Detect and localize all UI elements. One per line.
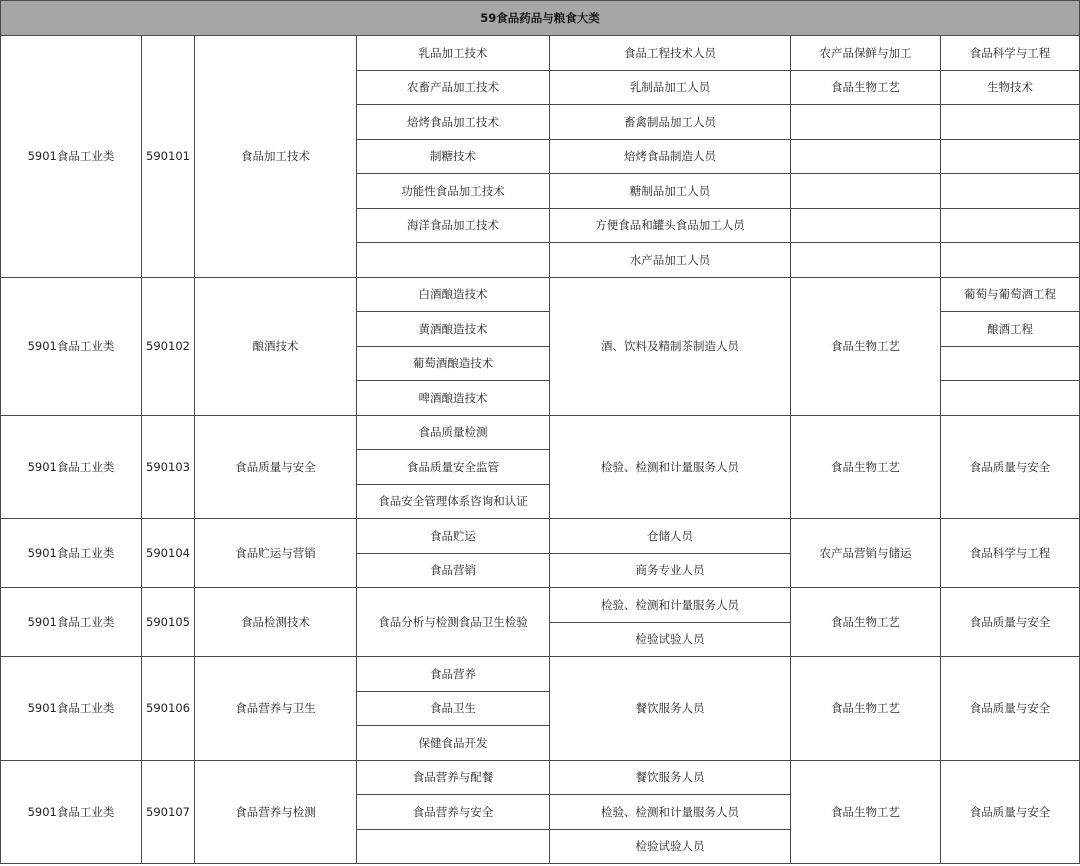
direction-cell: 保健食品开发 <box>357 726 550 761</box>
direction-cell: 食品质量检测 <box>357 415 550 450</box>
occupation-cell: 检验、检测和计量服务人员 <box>550 795 791 830</box>
related-major-cell: 食品生物工艺 <box>791 277 941 415</box>
occupation-cell: 检验、检测和计量服务人员 <box>550 415 791 519</box>
continuing-major-cell: 食品质量与安全 <box>941 760 1080 864</box>
table-row <box>1 36 1080 71</box>
direction-cell: 海洋食品加工技术 <box>357 208 550 243</box>
code-cell: 590101 <box>142 36 195 278</box>
code-cell: 590103 <box>142 415 195 519</box>
occupation-cell: 糖制品加工人员 <box>550 174 791 209</box>
related-major-cell <box>791 208 941 243</box>
table-row <box>1 415 1080 450</box>
direction-cell: 食品分析与检测食品卫生检验 <box>357 588 550 657</box>
continuing-major-cell: 食品质量与安全 <box>941 415 1080 519</box>
table-row <box>1 760 1080 795</box>
occupation-cell: 商务专业人员 <box>550 553 791 588</box>
category-cell: 5901食品工业类 <box>1 519 142 588</box>
major-cell: 食品质量与安全 <box>195 415 357 519</box>
continuing-major-cell: 食品科学与工程 <box>941 519 1080 588</box>
major-cell: 食品贮运与营销 <box>195 519 357 588</box>
code-cell: 590105 <box>142 588 195 657</box>
continuing-major-cell: 酿酒工程 <box>941 312 1080 347</box>
table-row <box>1 277 1080 312</box>
continuing-major-cell <box>941 105 1080 140</box>
occupation-cell: 焙烤食品制造人员 <box>550 139 791 174</box>
related-major-cell: 食品生物工艺 <box>791 70 941 105</box>
related-major-cell: 食品生物工艺 <box>791 760 941 864</box>
continuing-major-cell <box>941 174 1080 209</box>
direction-cell: 啤酒酿造技术 <box>357 381 550 416</box>
related-major-cell: 食品生物工艺 <box>791 657 941 761</box>
category-cell: 5901食品工业类 <box>1 657 142 761</box>
direction-cell: 葡萄酒酿造技术 <box>357 346 550 381</box>
direction-cell: 白酒酿造技术 <box>357 277 550 312</box>
occupation-cell: 畜禽制品加工人员 <box>550 105 791 140</box>
major-cell: 食品检测技术 <box>195 588 357 657</box>
table-row <box>1 588 1080 623</box>
related-major-cell: 农产品保鲜与加工 <box>791 36 941 71</box>
major-cell: 食品营养与检测 <box>195 760 357 864</box>
direction-cell: 功能性食品加工技术 <box>357 174 550 209</box>
continuing-major-cell <box>941 243 1080 278</box>
continuing-major-cell: 食品科学与工程 <box>941 36 1080 71</box>
related-major-cell <box>791 105 941 140</box>
direction-cell: 食品卫生 <box>357 691 550 726</box>
related-major-cell: 食品生物工艺 <box>791 588 941 657</box>
direction-cell: 食品安全管理体系咨询和认证 <box>357 484 550 519</box>
category-cell: 5901食品工业类 <box>1 415 142 519</box>
direction-cell <box>357 243 550 278</box>
continuing-major-cell <box>941 346 1080 381</box>
category-cell: 5901食品工业类 <box>1 36 142 278</box>
occupation-cell: 仓储人员 <box>550 519 791 554</box>
direction-cell: 农畜产品加工技术 <box>357 70 550 105</box>
occupation-cell: 方便食品和罐头食品加工人员 <box>550 208 791 243</box>
continuing-major-cell: 食品质量与安全 <box>941 657 1080 761</box>
code-cell: 590102 <box>142 277 195 415</box>
related-major-cell <box>791 243 941 278</box>
continuing-major-cell <box>941 381 1080 416</box>
continuing-major-cell: 食品质量与安全 <box>941 588 1080 657</box>
code-cell: 590104 <box>142 519 195 588</box>
direction-cell: 黄酒酿造技术 <box>357 312 550 347</box>
code-cell: 590106 <box>142 657 195 761</box>
table-row <box>1 519 1080 554</box>
continuing-major-cell <box>941 139 1080 174</box>
major-cell: 酿酒技术 <box>195 277 357 415</box>
occupation-cell: 检验试验人员 <box>550 622 791 657</box>
table-title: 59食品药品与粮食大类 <box>1 1 1080 36</box>
major-cell: 食品加工技术 <box>195 36 357 278</box>
direction-cell: 食品营养与安全 <box>357 795 550 830</box>
continuing-major-cell: 生物技术 <box>941 70 1080 105</box>
occupation-cell: 检验、检测和计量服务人员 <box>550 588 791 623</box>
occupation-cell: 乳制品加工人员 <box>550 70 791 105</box>
direction-cell: 食品质量安全监管 <box>357 450 550 485</box>
code-cell: 590107 <box>142 760 195 864</box>
direction-cell: 食品营养 <box>357 657 550 692</box>
category-cell: 5901食品工业类 <box>1 588 142 657</box>
related-major-cell: 食品生物工艺 <box>791 415 941 519</box>
occupation-cell: 餐饮服务人员 <box>550 760 791 795</box>
direction-cell: 食品贮运 <box>357 519 550 554</box>
category-cell: 5901食品工业类 <box>1 277 142 415</box>
continuing-major-cell: 葡萄与葡萄酒工程 <box>941 277 1080 312</box>
occupation-cell: 餐饮服务人员 <box>550 657 791 761</box>
direction-cell: 食品营销 <box>357 553 550 588</box>
direction-cell: 食品营养与配餐 <box>357 760 550 795</box>
related-major-cell <box>791 174 941 209</box>
occupation-cell: 食品工程技术人员 <box>550 36 791 71</box>
direction-cell: 乳品加工技术 <box>357 36 550 71</box>
related-major-cell <box>791 139 941 174</box>
occupation-cell: 水产品加工人员 <box>550 243 791 278</box>
table-row <box>1 657 1080 692</box>
occupation-cell: 酒、饮料及精制茶制造人员 <box>550 277 791 415</box>
related-major-cell: 农产品营销与储运 <box>791 519 941 588</box>
direction-cell: 制糖技术 <box>357 139 550 174</box>
major-cell: 食品营养与卫生 <box>195 657 357 761</box>
occupation-cell: 检验试验人员 <box>550 829 791 864</box>
category-cell: 5901食品工业类 <box>1 760 142 864</box>
direction-cell <box>357 829 550 864</box>
continuing-major-cell <box>941 208 1080 243</box>
direction-cell: 焙烤食品加工技术 <box>357 105 550 140</box>
